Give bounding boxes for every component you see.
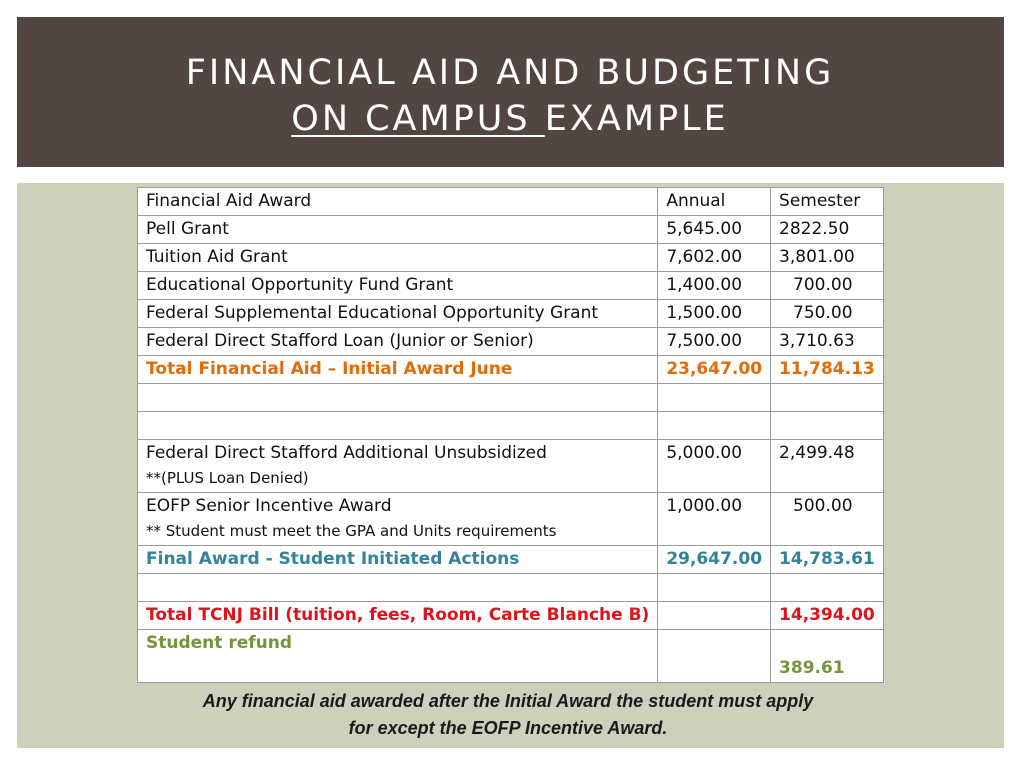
eofp-annual: 1,000.00 [658, 493, 771, 546]
title-rest-text: EXAMPLE [544, 99, 729, 139]
header-annual: Annual [658, 188, 771, 216]
row-annual: 5,645.00 [658, 216, 771, 244]
row-annual: 7,500.00 [658, 328, 771, 356]
financial-aid-table [137, 187, 884, 683]
table-header-row [138, 188, 884, 216]
total-initial-semester: 11,784.13 [771, 356, 884, 384]
footer-line-1: Any financial aid awarded after the Initial Award the student must apply [202, 691, 814, 711]
total-initial-row [138, 356, 884, 384]
header-semester: Semester [771, 188, 884, 216]
eofp-label: EOFP Senior Incentive Award [146, 496, 392, 516]
row-semester: 3,710.63 [771, 328, 884, 356]
additional-loan-annual: 5,000.00 [658, 440, 771, 493]
eofp-semester: 500.00 [771, 493, 884, 546]
refund-label: Student refund [138, 630, 658, 683]
empty-row [138, 384, 884, 412]
bill-semester: 14,394.00 [771, 602, 884, 630]
final-award-label: Final Award - Student Initiated Actions [138, 546, 658, 574]
row-semester: 3,801.00 [771, 244, 884, 272]
eofp-cell [138, 493, 658, 546]
row-semester: 750.00 [771, 300, 884, 328]
refund-row [138, 630, 884, 683]
footer-note [137, 688, 879, 742]
additional-loan-note: **(PLUS Loan Denied) [146, 469, 309, 487]
bill-row [138, 602, 884, 630]
final-award-semester: 14,783.61 [771, 546, 884, 574]
final-award-annual: 29,647.00 [658, 546, 771, 574]
row-semester: 2822.50 [771, 216, 884, 244]
title-line-2 [150, 96, 870, 142]
row-annual: 1,400.00 [658, 272, 771, 300]
table-row [138, 272, 884, 300]
total-initial-annual: 23,647.00 [658, 356, 771, 384]
additional-loan-label: Federal Direct Stafford Additional Unsubsidized [146, 443, 547, 463]
row-label: Federal Direct Stafford Loan (Junior or Senior) [138, 328, 658, 356]
bill-label: Total TCNJ Bill (tuition, fees, Room, Carte Blanche B) [138, 602, 658, 630]
table-row [138, 328, 884, 356]
refund-semester: 389.61 [771, 630, 884, 683]
table-row [138, 216, 884, 244]
final-award-row [138, 546, 884, 574]
additional-loan-cell [138, 440, 658, 493]
row-label: Tuition Aid Grant [138, 244, 658, 272]
empty-row [138, 412, 884, 440]
eofp-row [138, 493, 884, 546]
row-semester: 700.00 [771, 272, 884, 300]
additional-loan-row [138, 440, 884, 493]
table-row [138, 244, 884, 272]
empty-row [138, 574, 884, 602]
title-underlined-text: ON CAMPUS [291, 99, 545, 139]
row-annual: 1,500.00 [658, 300, 771, 328]
header-award: Financial Aid Award [138, 188, 658, 216]
row-label: Pell Grant [138, 216, 658, 244]
table-row [138, 300, 884, 328]
additional-loan-semester: 2,499.48 [771, 440, 884, 493]
footer-line-2: for except the EOFP Incentive Award. [348, 718, 668, 738]
slide-title [150, 50, 870, 142]
row-label: Educational Opportunity Fund Grant [138, 272, 658, 300]
title-line-1: FINANCIAL AID AND BUDGETING [185, 53, 835, 93]
total-initial-label: Total Financial Aid – Initial Award June [138, 356, 658, 384]
row-label: Federal Supplemental Educational Opportunity Grant [138, 300, 658, 328]
row-annual: 7,602.00 [658, 244, 771, 272]
eofp-note: ** Student must meet the GPA and Units requirements [146, 522, 557, 540]
